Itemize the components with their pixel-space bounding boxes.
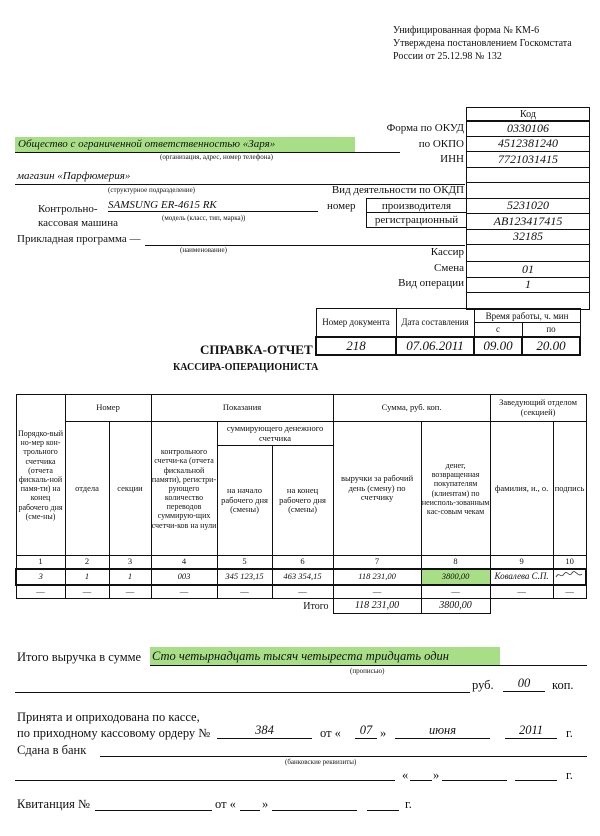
cell-control[interactable]: 003 — [151, 569, 217, 585]
bank-year-line[interactable] — [515, 780, 557, 781]
revenue-label: Итого выручка в сумме — [17, 650, 142, 664]
program-label: Прикладная программа — — [17, 233, 141, 245]
inn-value[interactable]: 7721031415 — [467, 152, 589, 168]
column-numbers-row — [16, 556, 586, 569]
okud-label: Форма по ОКУД — [386, 122, 464, 134]
doc-number-value[interactable]: 218 — [316, 337, 396, 355]
h-control: контрольного счетчи-ка (отчета фискальной памяти), регистри-рующего количество переводов суммирую-щих счетчи-ков на нули — [151, 422, 217, 556]
words-caption: (прописью) — [350, 667, 385, 675]
doc-date-header: Дата составления — [396, 309, 474, 337]
bank-month-line[interactable] — [442, 780, 507, 781]
inn-label: ИНН — [440, 153, 464, 165]
program-caption: (наименование) — [180, 246, 227, 254]
cell-dept[interactable]: 1 — [65, 569, 109, 585]
nomer-label: номер — [327, 200, 356, 212]
col-num: 4 — [151, 556, 217, 569]
division-line — [15, 184, 465, 185]
accepted-line1: Принята и оприходована по кассе, — [17, 710, 200, 724]
cell-dash[interactable]: — — [151, 585, 217, 599]
doc-title: СПРАВКА-ОТЧЕТ — [200, 342, 313, 357]
bank-caption: (банковские реквизиты) — [285, 758, 357, 766]
okdp-label: Вид деятельности по ОКДП — [331, 184, 464, 196]
bank-day-line[interactable] — [410, 780, 432, 781]
cell-section[interactable]: 1 — [109, 569, 151, 585]
order-quote-close: » — [380, 726, 387, 740]
registration-value[interactable]: 32185 — [467, 230, 589, 246]
kop-label: коп. — [552, 678, 574, 692]
signature-icon — [554, 570, 584, 580]
cell-end[interactable]: 463 354,15 — [272, 569, 333, 585]
order-ot: от « — [320, 726, 341, 740]
receipt-g: г. — [405, 797, 412, 811]
h-manager: Заведующий отделом (секцией) — [490, 395, 586, 422]
h-summing: суммирующего денежного счетчика — [217, 422, 333, 446]
total-row — [16, 599, 586, 614]
total-revenue[interactable]: 118 231,00 — [333, 599, 421, 614]
cell-start[interactable]: 345 123,15 — [217, 569, 272, 585]
shift-value[interactable]: 1 — [467, 278, 589, 294]
form-header-line2: Утверждена постановлением Госкомстата — [393, 38, 572, 49]
col-num: 10 — [553, 556, 586, 569]
rub-label: руб. — [472, 678, 494, 692]
cashier-label: Кассир — [430, 246, 464, 258]
cell-fio[interactable]: Ковалева С.П. — [490, 569, 553, 585]
form-header-line1: Унифицированная форма № КМ-6 — [393, 25, 540, 36]
bank-quote-close: » — [433, 768, 440, 782]
manufacturer-label: производителя — [366, 198, 466, 213]
kkm-label-line2: кассовая машина — [38, 217, 118, 229]
doc-number-header: Номер документа — [316, 309, 396, 337]
to-value[interactable]: 20.00 — [522, 337, 580, 355]
report-table — [15, 394, 587, 614]
operation-label: Вид операции — [398, 277, 464, 289]
kkm-model[interactable]: SAMSUNG ER-4615 RK — [108, 199, 318, 212]
order-number[interactable]: 384 — [217, 723, 312, 739]
order-g: г. — [566, 726, 573, 740]
total-blank — [490, 599, 586, 614]
manufacturer-value[interactable]: AB123417415 — [467, 214, 589, 230]
col-num: 2 — [65, 556, 109, 569]
form-header-line3: России от 25.12.98 № 132 — [393, 51, 502, 62]
cell-dash[interactable]: — — [16, 585, 65, 599]
form-header — [393, 24, 572, 63]
bank-line[interactable] — [100, 756, 587, 757]
from-header: с — [474, 323, 522, 337]
cell-counter[interactable]: 3 — [16, 569, 65, 585]
order-year[interactable]: 2011 — [505, 723, 557, 739]
cell-revenue[interactable]: 118 231,00 — [333, 569, 421, 585]
cell-dash[interactable]: — — [65, 585, 109, 599]
kkm-caption: (модель (класс, тип, марка)) — [162, 214, 246, 222]
blank-code-3 — [467, 245, 589, 262]
okpo-label: по ОКПО — [418, 138, 464, 150]
col-num: 3 — [109, 556, 151, 569]
receipt-number-line[interactable] — [95, 810, 212, 811]
bank-quote-open: « — [402, 768, 409, 782]
cashier-value[interactable]: 01 — [467, 262, 589, 278]
h-sign: подпись — [553, 422, 586, 556]
cell-dash[interactable]: — — [272, 585, 333, 599]
cell-dash[interactable]: — — [109, 585, 151, 599]
bank-label: Сдана в банк — [17, 743, 87, 757]
h-dept: отдела — [65, 422, 109, 556]
h-end: на конец рабочего дня (смены) — [272, 446, 333, 556]
col-num: 1 — [16, 556, 65, 569]
order-day[interactable]: 07 — [355, 723, 377, 739]
kkm-label — [38, 202, 118, 230]
worktime-header: Время работы, ч. мин — [474, 309, 580, 323]
cell-signature[interactable] — [553, 569, 586, 585]
total-label: Итого — [16, 599, 333, 614]
blank-code-1 — [467, 168, 589, 184]
division-name[interactable]: магазин «Парфюмерия» — [17, 170, 131, 182]
cell-dash[interactable]: — — [421, 585, 490, 599]
accepted-line2: по приходному кассовому ордеру № — [17, 726, 211, 740]
division-caption: (структурное подразделение) — [108, 186, 196, 194]
receipt-quote-close: » — [262, 797, 269, 811]
receipt-label: Квитанция № — [17, 797, 90, 811]
registration-label: регистрационный — [366, 213, 466, 228]
kop-value[interactable]: 00 — [503, 676, 545, 692]
revenue-words[interactable]: Сто четырнадцать тысяч четыреста тридцать один — [150, 647, 500, 665]
okpo-value[interactable]: 4512381240 — [467, 137, 589, 153]
total-returned[interactable]: 3800,00 — [421, 599, 490, 614]
kkm-label-line1: Контрольно- — [38, 203, 98, 215]
h-section: секции — [109, 422, 151, 556]
col-num: 6 — [272, 556, 333, 569]
receipt-day-line[interactable] — [240, 810, 260, 811]
table-row — [16, 569, 586, 585]
table-row — [16, 585, 586, 599]
blank-code-2 — [467, 183, 589, 199]
order-month[interactable]: июня — [395, 723, 490, 739]
col-num: 9 — [490, 556, 553, 569]
codes-box — [466, 107, 590, 310]
h-returned: денег, возвращенная покупателям (клиентам) по неисполь-зованным кас-совым чекам — [421, 422, 490, 556]
cell-dash[interactable]: — — [553, 585, 586, 599]
receipt-ot: от « — [215, 797, 236, 811]
col-num: 5 — [217, 556, 272, 569]
to-header: по — [522, 323, 580, 337]
h-counter: Порядко-вый но-мер кон-трольного счетчика (отчета фискаль-ной памя-ти) на конец рабочего дня (сме-ны) — [16, 395, 65, 556]
org-name[interactable]: Общество с ограниченной ответственностью «Заря» — [15, 137, 355, 152]
okud-value[interactable]: 0330106 — [466, 121, 590, 137]
col-num: 7 — [333, 556, 421, 569]
receipt-month-line[interactable] — [272, 810, 357, 811]
bank-line2[interactable] — [15, 780, 395, 781]
h-sum: Сумма, руб. коп. — [333, 395, 490, 422]
shift-label: Смена — [434, 262, 464, 274]
h-revenue: выручки за рабочий день (смену) по счетчику — [333, 422, 421, 556]
doc-date-value[interactable]: 07.06.2011 — [396, 337, 474, 355]
cell-returned[interactable]: 3800,00 — [421, 569, 490, 585]
revenue-words-line — [150, 665, 587, 666]
revenue-words-line2 — [15, 692, 470, 693]
h-fio: фамилия, и., о. — [490, 422, 553, 556]
doc-subtitle: КАССИРА-ОПЕРАЦИОНИСТА — [173, 362, 319, 373]
h-readings: Показания — [151, 395, 333, 422]
cell-dash[interactable]: — — [490, 585, 553, 599]
codes-header: Код — [467, 108, 589, 121]
okdp-value[interactable]: 5231020 — [467, 199, 589, 215]
operation-value[interactable] — [467, 293, 589, 309]
col-num: 8 — [421, 556, 490, 569]
org-name-caption: (организация, адрес, номер телефона) — [160, 153, 273, 161]
cell-dash[interactable]: — — [333, 585, 421, 599]
cell-dash[interactable]: — — [217, 585, 272, 599]
bank-g: г. — [566, 768, 573, 782]
h-number: Номер — [65, 395, 151, 422]
h-start: на начало рабочего дня (смены) — [217, 446, 272, 556]
receipt-year-line[interactable] — [367, 810, 399, 811]
doc-info-table — [315, 308, 581, 356]
from-value[interactable]: 09.00 — [474, 337, 522, 355]
